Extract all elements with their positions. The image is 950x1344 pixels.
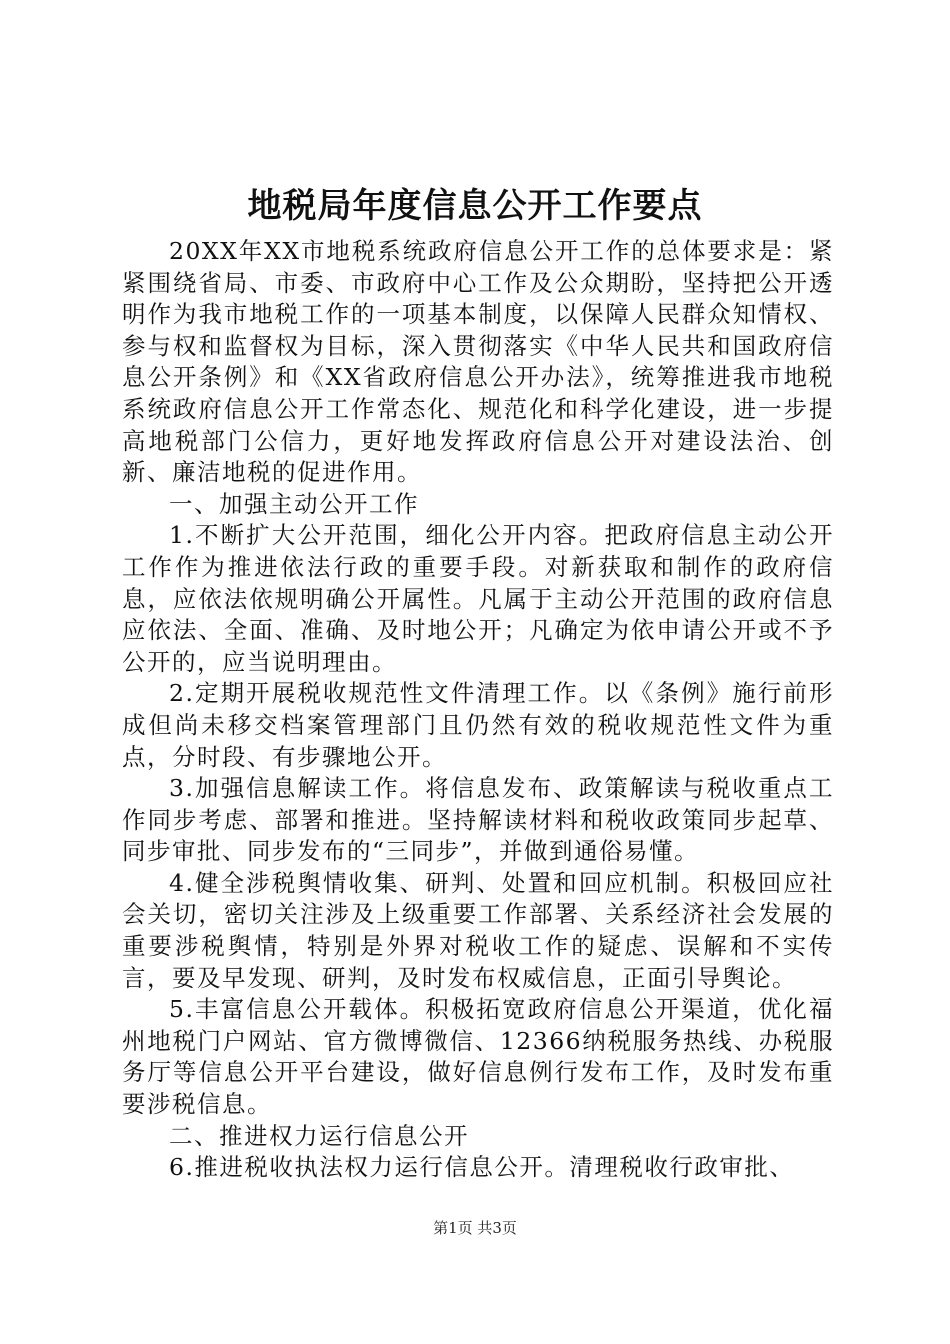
item-paragraph-4: 4.健全涉税舆情收集、研判、处置和回应机制。积极回应社会关切，密切关注涉及上级重要工作部署、关系经济社会发展的重要涉税舆情，特别是外界对税收工作的疑虑、误解和不实传言，要及早发现、研判，及时发布权威信息，正面引导舆论。 (122, 868, 834, 992)
document-body (122, 236, 834, 1184)
item-paragraph-2: 2.定期开展税收规范性文件清理工作。以《条例》施行前形成但尚未移交档案管理部门且仍然有效的税收规范性文件为重点，分时段、有步骤地公开。 (122, 679, 834, 771)
item-paragraph-3: 3.加强信息解读工作。将信息发布、政策解读与税收重点工作同步考虑、部署和推进。坚持解读材料和税收政策同步起草、同步审批、同步发布的“三同步”，并做到通俗易懂。 (122, 774, 834, 866)
page-number-footer: 第1页 共3页 (433, 1219, 517, 1237)
section-heading-2: 二、推进权力运行信息公开 (169, 1121, 469, 1150)
intro-paragraph: 20XX年XX市地税系统政府信息公开工作的总体要求是：紧紧围绕省局、市委、市政府中心工作及公众期盼，坚持把公开透明作为我市地税工作的一项基本制度，以保障人民群众知情权、参与权和监督权为目标，深入贯彻落实《中华人民共和国政府信息公开条例》和《XX省政府信息公开办法》，统筹推进我市地税系统政府信息公开工作常态化、规范化和科学化建设，进一步提高地税部门公信力，更好地发挥政府信息公开对建设法治、创新、廉洁地税的促进作用。 (122, 237, 834, 487)
item-paragraph-6: 6.推进税收执法权力运行信息公开。清理税收行政审批、 (169, 1153, 795, 1182)
document-title: 地税局年度信息公开工作要点 (247, 186, 703, 226)
item-paragraph-5: 5.丰富信息公开载体。积极拓宽政府信息公开渠道，优化福州地税门户网站、官方微博微信、12366纳税服务热线、办税服务厅等信息公开平台建设，做好信息例行发布工作，及时发布重要涉税信息。 (122, 995, 834, 1119)
section-heading-1: 一、加强主动公开工作 (169, 489, 419, 518)
item-paragraph-1: 1.不断扩大公开范围，细化公开内容。把政府信息主动公开工作作为推进依法行政的重要手段。对新获取和制作的政府信息，应依法依规明确公开属性。凡属于主动公开范围的政府信息应依法、全面、准确、及时地公开；凡确定为依申请公开或不予公开的，应当说明理由。 (122, 521, 834, 676)
